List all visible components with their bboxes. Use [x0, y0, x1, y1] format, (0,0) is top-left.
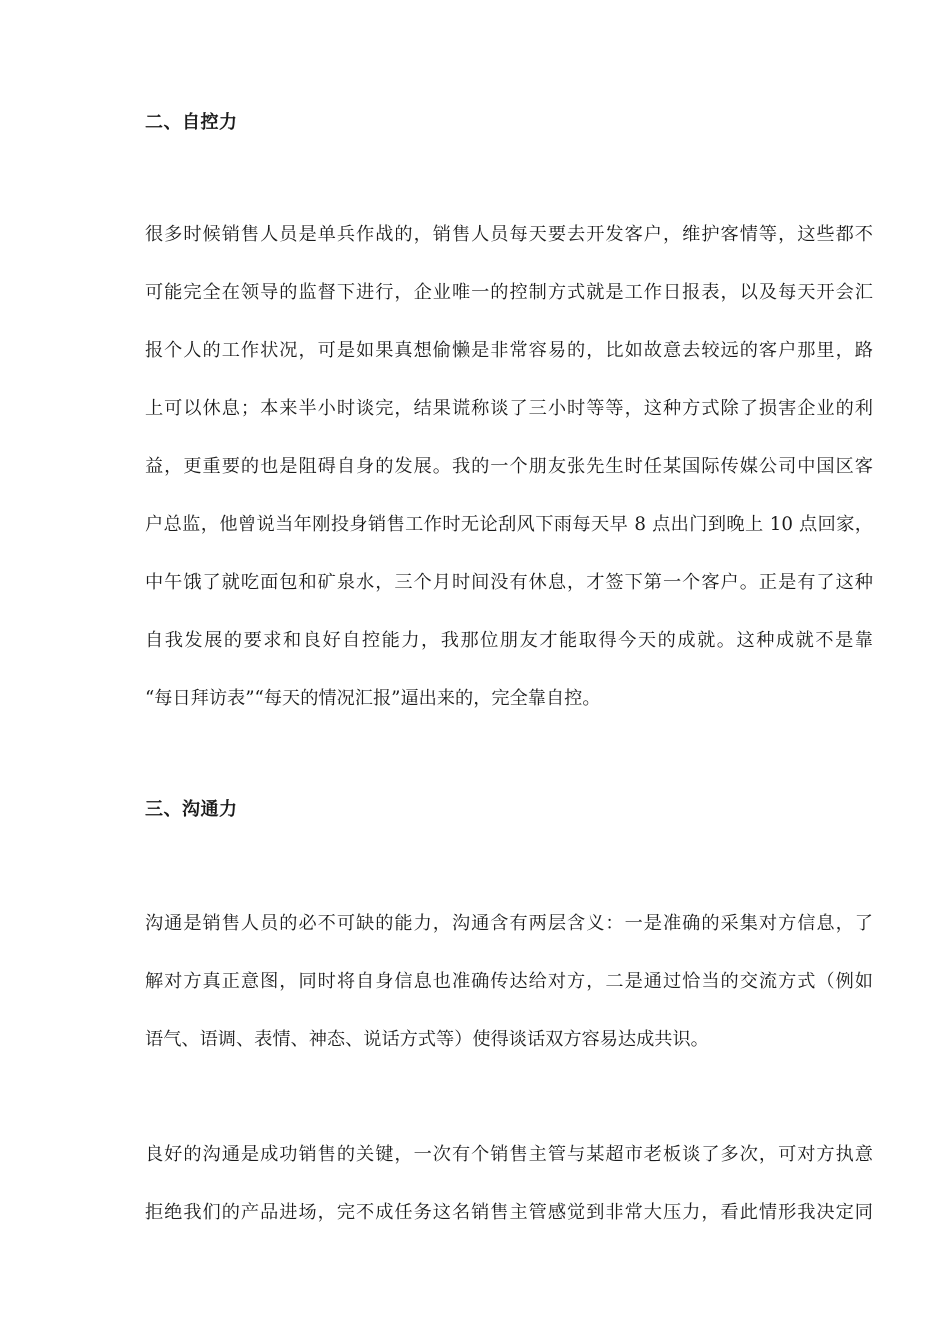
text-line: 报个人的工作状况，可是如果真想偷懒是非常容易的，比如故意去较远的客户那里，路 — [145, 340, 873, 361]
text-line: “每日拜访表”“每天的情况汇报”逼出来的，完全靠自控。 — [145, 688, 601, 709]
text-line: 沟通是销售人员的必不可缺的能力，沟通含有两层含义：一是准确的采集对方信息，了 — [145, 913, 873, 934]
text-line: 良好的沟通是成功销售的关键，一次有个销售主管与某超市老板谈了多次，可对方执意 — [145, 1144, 873, 1165]
section-heading-communication: 三、沟通力 — [145, 799, 238, 820]
text-line: 解对方真正意图，同时将自身信息也准确传达给对方，二是通过恰当的交流方式（例如 — [145, 971, 873, 992]
text-line: 户总监，他曾说当年刚投身销售工作时无论刮风下雨每天早 8 点出门到晚上 10 点回家， — [145, 514, 873, 535]
paragraph-communication-definition — [145, 912, 873, 1086]
text-line: 语气、语调、表情、神态、说话方式等）使得谈话双方容易达成共识。 — [145, 1029, 709, 1050]
text-line: 自我发展的要求和良好自控能力，我那位朋友才能取得今天的成就。这种成就不是靠 — [145, 630, 873, 651]
section-heading-self-control: 二、自控力 — [145, 112, 238, 133]
paragraph-self-control — [145, 223, 873, 745]
text-line: 益，更重要的也是阻碍自身的发展。我的一个朋友张先生时任某国际传媒公司中国区客 — [145, 456, 873, 477]
text-line: 上可以休息；本来半小时谈完，结果谎称谈了三小时等等，这种方式除了损害企业的利 — [145, 398, 873, 419]
text-line: 拒绝我们的产品进场，完不成任务这名销售主管感觉到非常大压力，看此情形我决定同 — [145, 1202, 873, 1223]
text-line: 很多时候销售人员是单兵作战的，销售人员每天要去开发客户，维护客情等，这些都不 — [145, 224, 873, 245]
text-line: 可能完全在领导的监督下进行，企业唯一的控制方式就是工作日报表，以及每天开会汇 — [145, 282, 873, 303]
paragraph-communication-example — [145, 1143, 873, 1259]
text-line: 中午饿了就吃面包和矿泉水，三个月时间没有休息，才签下第一个客户。正是有了这种 — [145, 572, 873, 593]
